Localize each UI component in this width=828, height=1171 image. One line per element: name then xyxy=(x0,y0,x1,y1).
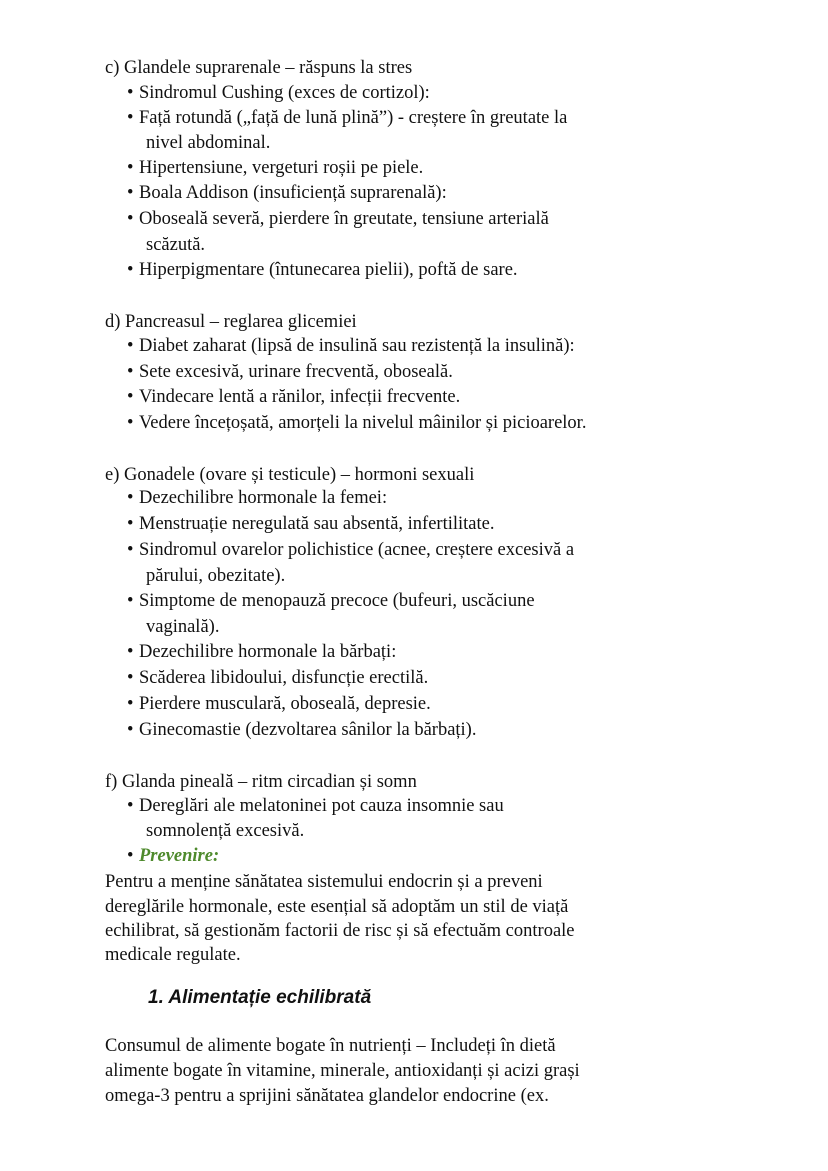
paragraph-line: medicale regulate. xyxy=(105,945,241,965)
paragraph-line: Consumul de alimente bogate în nutrienți – Includeți în dietă xyxy=(105,1036,556,1056)
list-item: • Oboseală severă, pierdere în greutate, tensiune arterială xyxy=(127,209,549,229)
subheading-nutrition: 1. Alimentație echilibrată xyxy=(148,987,372,1008)
list-item: • Vindecare lentă a rănilor, infecții frecvente. xyxy=(127,387,461,407)
list-item: • Pierdere musculară, oboseală, depresie. xyxy=(127,694,431,714)
list-item: • Față rotundă („față de lună plină”) - creștere în greutate la xyxy=(127,108,568,128)
section-heading-pineal: f) Glanda pineală – ritm circadian și somn xyxy=(105,772,417,792)
paragraph-line: Pentru a menține sănătatea sistemului endocrin și a preveni xyxy=(105,872,543,892)
section-heading-gonads: e) Gonadele (ovare și testicule) – hormoni sexuali xyxy=(105,465,475,485)
list-item-continuation: somnolență excesivă. xyxy=(146,821,305,841)
list-item: • Vedere încețoșată, amorțeli la nivelul mâinilor și picioarelor. xyxy=(127,413,587,433)
paragraph-line: echilibrat, să gestionăm factorii de risc și să efectuăm controale xyxy=(105,921,575,941)
list-item-continuation: scăzută. xyxy=(146,235,206,255)
list-item: • Ginecomastie (dezvoltarea sânilor la bărbați). xyxy=(127,720,477,740)
list-item: • Dezechilibre hormonale la bărbați: xyxy=(127,642,397,662)
paragraph-line: dereglările hormonale, este esențial să adoptăm un stil de viață xyxy=(105,897,569,917)
list-item: • Sindromul Cushing (exces de cortizol): xyxy=(127,83,430,103)
list-item: • Hiperpigmentare (întunecarea pielii), poftă de sare. xyxy=(127,260,518,280)
list-item: • Sete excesivă, urinare frecventă, oboseală. xyxy=(127,362,453,382)
section-heading-adrenal: c) Glandele suprarenale – răspuns la stres xyxy=(105,58,413,78)
list-item: • Boala Addison (insuficiență suprarenală): xyxy=(127,183,447,203)
list-item: • Simptome de menopauză precoce (bufeuri, uscăciune xyxy=(127,591,535,611)
list-item-continuation: părului, obezitate). xyxy=(146,566,286,586)
list-item: • Diabet zaharat (lipsă de insulină sau rezistență la insulină): xyxy=(127,336,575,356)
list-item: • Menstruație neregulată sau absentă, infertilitate. xyxy=(127,514,495,534)
paragraph-line: omega-3 pentru a sprijini sănătatea glandelor endocrine (ex. xyxy=(105,1086,549,1106)
list-item-continuation: vaginală). xyxy=(146,617,220,637)
list-item: • Hipertensiune, vergeturi roșii pe piele. xyxy=(127,158,424,178)
list-item: • Scăderea libidoului, disfuncție erectilă. xyxy=(127,668,429,688)
list-item: • Dezechilibre hormonale la femei: xyxy=(127,488,388,508)
section-heading-pancreas: d) Pancreasul – reglarea glicemiei xyxy=(105,312,357,332)
list-item-continuation: nivel abdominal. xyxy=(146,133,271,153)
paragraph-line: alimente bogate în vitamine, minerale, antioxidanți și acizi grași xyxy=(105,1061,580,1081)
list-item-prevenire: • Prevenire: xyxy=(127,846,220,866)
list-item: • Dereglări ale melatoninei pot cauza insomnie sau xyxy=(127,796,504,816)
list-item: • Sindromul ovarelor polichistice (acnee, creștere excesivă a xyxy=(127,540,575,560)
